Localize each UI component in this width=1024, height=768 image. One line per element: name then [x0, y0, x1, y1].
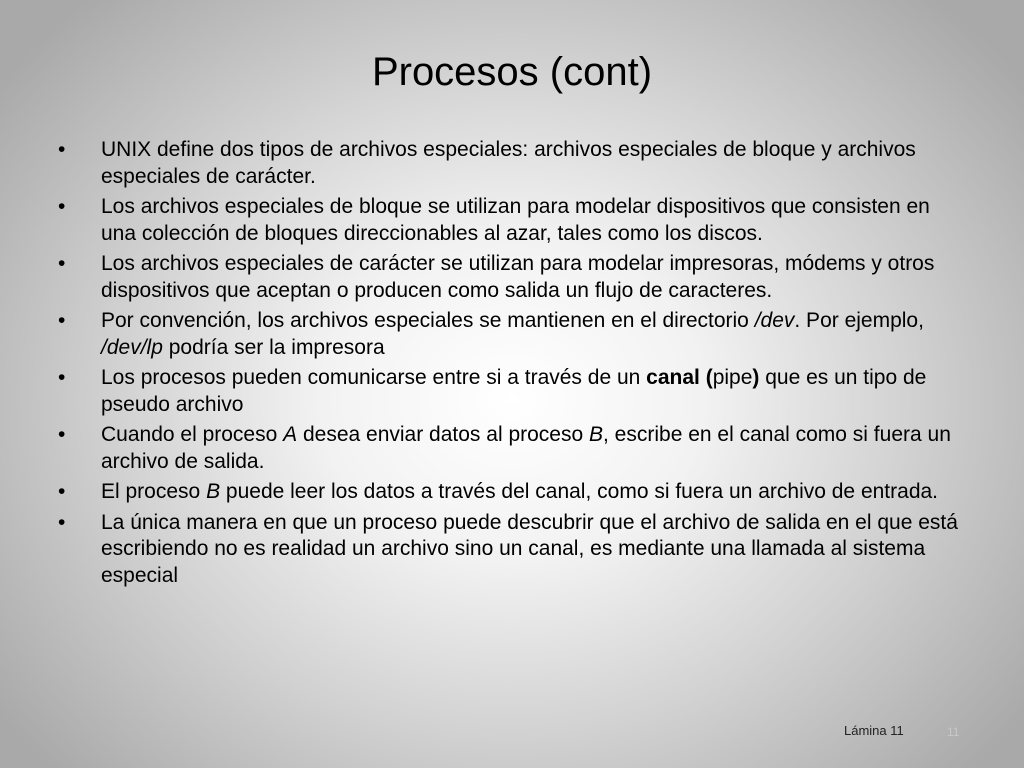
bullet-dot-icon: • — [58, 309, 66, 332]
bullet-text: , escribe en el canal como si fuera un archivo de salida. — [101, 423, 951, 473]
bullet-text: El proceso — [101, 480, 207, 503]
bullet-text: B — [206, 480, 221, 503]
bullet-text: /dev — [754, 309, 795, 332]
bullet-text: /dev/lp — [101, 335, 163, 359]
bullet-text: pipe — [712, 366, 753, 389]
bullet-text: B — [589, 423, 604, 446]
bullet-text: Los procesos pueden comunicarse entre si a través de un — [101, 366, 647, 389]
bullet-dot-icon: • — [58, 195, 66, 218]
bullet-item — [0, 308, 1024, 361]
slide-title: Procesos (cont) — [371, 50, 653, 94]
slide-number: 11 — [947, 725, 960, 739]
bullet-dot-icon: • — [58, 252, 66, 275]
bullet-item — [0, 251, 1024, 304]
bullet-text: Cuando el proceso — [101, 423, 284, 446]
bullet-dot-icon: • — [58, 423, 66, 446]
bullet-item — [0, 137, 1024, 190]
bullet-item — [0, 422, 1024, 475]
bullet-text: podría ser la impresora — [162, 335, 385, 359]
bullet-text: . Por ejemplo, — [794, 309, 924, 332]
bullet-text: Por convención, los archivos especiales se mantienen en el directorio — [101, 309, 755, 332]
bullet-text: puede leer los datos a través del canal, como si fuera un archivo de entrada. — [220, 480, 939, 503]
bullet-dot-icon: • — [58, 138, 66, 161]
footer-label: Lámina 11 — [844, 723, 904, 738]
bullet-item — [0, 510, 1024, 590]
bullet-item — [0, 479, 1024, 506]
bullet-text: A — [283, 423, 298, 446]
bullet-text: ) — [752, 366, 760, 389]
bullet-dot-icon: • — [58, 510, 66, 534]
bullet-text: desea enviar datos al proceso — [297, 423, 589, 446]
bullet-text: canal ( — [646, 366, 713, 389]
bullet-item — [0, 365, 1024, 418]
bullet-text: UNIX define dos tipos de archivos especiales: archivos especiales de bloque y archivos especiales de carácter. — [101, 138, 916, 188]
bullet-item — [0, 194, 1024, 247]
bullet-list — [0, 137, 1024, 593]
bullet-text: La única manera en que un proceso puede descubrir que el archivo de salida en el que está escribiendo no es realidad un archivo sino un canal, es mediante una llamada al sistema especial — [101, 510, 958, 587]
bullet-text: Los archivos especiales de carácter se utilizan para modelar impresoras, módems y otros dispositivos que aceptan o producen como salida un flujo de caracteres. — [101, 252, 935, 302]
bullet-text: que es un tipo de pseudo archivo — [101, 366, 927, 416]
bullet-dot-icon: • — [58, 366, 66, 389]
bullet-text: Los archivos especiales de bloque se utilizan para modelar dispositivos que consisten en una colección de bloques direccionables al azar, tales como los discos. — [101, 195, 930, 245]
bullet-dot-icon: • — [58, 480, 66, 503]
